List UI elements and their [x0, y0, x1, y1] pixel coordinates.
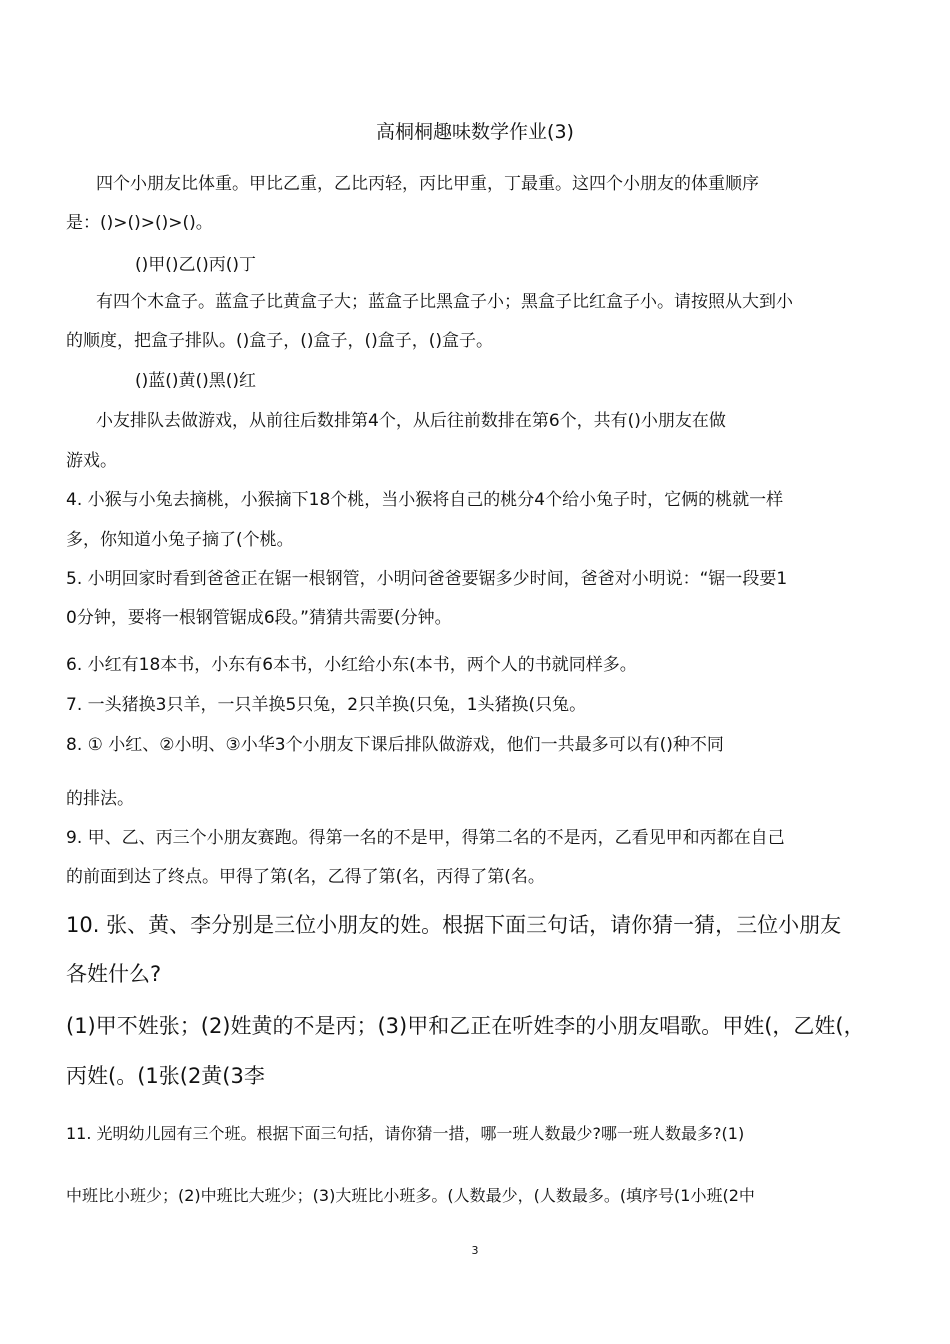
problem-2-line-2: 的顺度，把盒子排队。()盒子，()盒子，()盒子，()盒子。: [66, 331, 494, 351]
problem-11-line-1: 11. 光明幼儿园有三个班。根据下面三句括，请你猜一措，哪一班人数最少?哪一班人数最多?(1): [66, 1124, 745, 1143]
problem-1-line-2: 是：()>()>()>()。: [66, 213, 213, 233]
page-title: 高桐桐趣味数学作业(3): [376, 121, 574, 143]
problem-2-options: ()蓝()黄()黑()红: [135, 371, 257, 391]
problem-3-line-2: 游戏。: [66, 451, 117, 471]
problem-9-line-1: 9. 甲、乙、丙三个小朋友赛跑。得第一名的不是甲，得第二名的不是丙，乙看见甲和丙都在自己: [66, 828, 785, 848]
problem-8-line-2: 的排法。: [66, 789, 134, 809]
problem-5-line-1: 5. 小明回家时看到爸爸正在锯一根钢管，小明问爸爸要锯多少时间，爸爸对小明说：“锯一段要1: [66, 569, 788, 589]
problem-10-line-1: 10. 张、黄、李分别是三位小朋友的姓。根据下面三句话，请你猜一猜，三位小朋友: [66, 913, 842, 937]
problem-4-line-2: 多，你知道小兔子摘了(个桃。: [66, 530, 294, 550]
problem-9-line-2: 的前面到达了终点。甲得了第(名，乙得了第(名，丙得了第(名。: [66, 867, 545, 887]
problem-6: 6. 小红有18本书，小东有6本书，小红给小东(本书，两个人的书就同样多。: [66, 655, 637, 675]
problem-2-line-1: 有四个木盒子。蓝盒子比黄盒子大；蓝盒子比黑盒子小；黑盒子比红盒子小。请按照从大到小: [96, 292, 793, 312]
problem-10-line-4: 丙姓(。(1张(2黄(3李: [66, 1064, 265, 1088]
problem-10-line-2: 各姓什么?: [66, 962, 162, 986]
problem-10-line-3: (1)甲不姓张；(2)姓黄的不是丙；(3)甲和乙正在听姓李的小朋友唱歌。甲姓(，乙姓(，: [66, 1014, 865, 1038]
problem-5-line-2: 0分钟，要将一根钢管锯成6段。”猜猜共需要(分钟。: [66, 608, 452, 628]
problem-1-line-1: 四个小朋友比体重。甲比乙重，乙比丙轻，丙比甲重，丁最重。这四个小朋友的体重顺序: [96, 174, 759, 194]
problem-7: 7. 一头猪换3只羊，一只羊换5只兔，2只羊换(只兔，1头猪换(只兔。: [66, 695, 587, 715]
problem-4-line-1: 4. 小猴与小兔去摘桃，小猴摘下18个桃，当小猴将自己的桃分4个给小兔子时，它俩的桃就一样: [66, 490, 784, 510]
problem-3-line-1: 小友排队去做游戏，从前往后数排第4个，从后往前数排在第6个，共有()小朋友在做: [96, 411, 726, 431]
page-number: 3: [471, 1244, 479, 1257]
problem-1-options: ()甲()乙()丙()丁: [135, 255, 257, 275]
problem-11-line-2: 中班比小班少；(2)中班比大班少；(3)大班比小班多。(人数最少，(人数最多。(填序号(1小班(2中: [66, 1186, 755, 1205]
problem-8-line-1: 8. ① 小红、②小明、③小华3个小朋友下课后排队做游戏，他们一共最多可以有()种不同: [66, 735, 724, 755]
